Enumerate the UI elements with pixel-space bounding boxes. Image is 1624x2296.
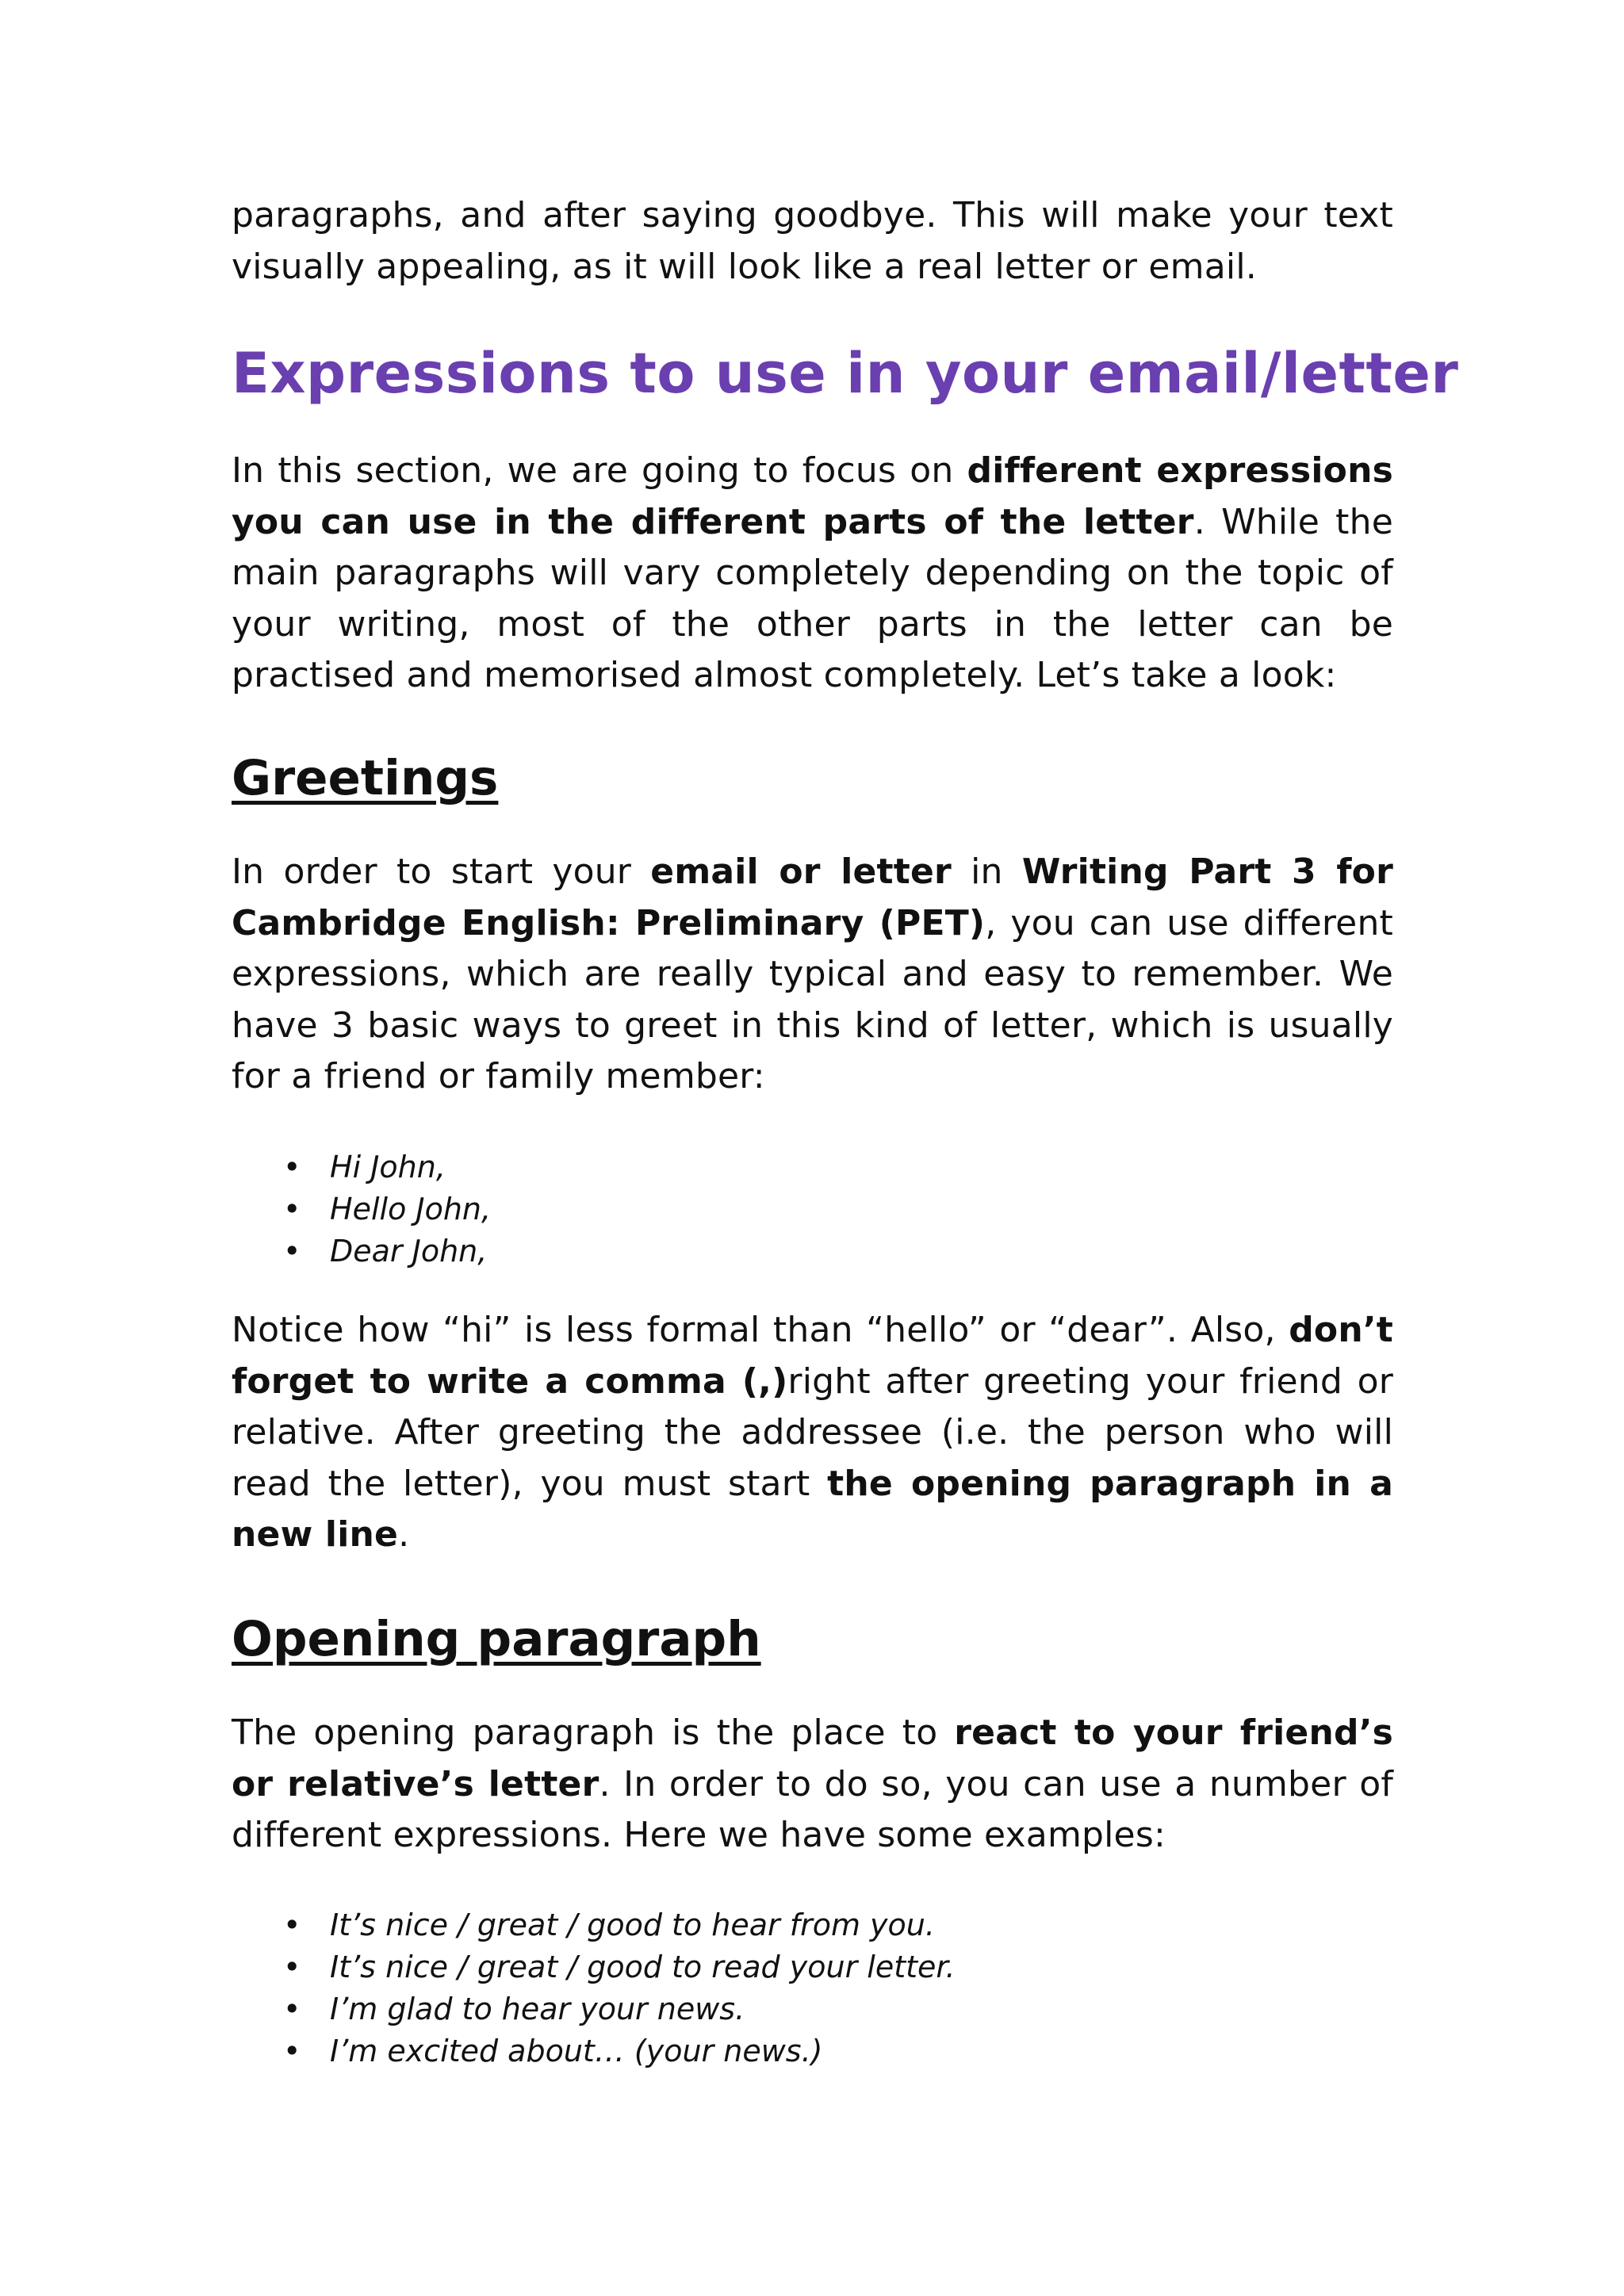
greetings-text-1: In order to start your: [232, 851, 651, 892]
list-item: [232, 1904, 1393, 1946]
section-intro-bold: different expressions you can use in the different parts of the letter: [232, 450, 1393, 542]
greetings-text-3: , you can use different expressions, which are really typical and easy to remember. We have 3 basic ways to greet in this kind of letter, which is usually for a friend or family member:: [232, 902, 1393, 1097]
section-intro-paragraph: [232, 446, 1393, 702]
greetings-bold-1: email or letter: [650, 851, 952, 892]
example-text: Hi John,: [330, 1150, 446, 1184]
list-item: [232, 2030, 1393, 2072]
greetings-examples-list: [232, 1146, 1393, 1272]
opening-paragraph: [232, 1708, 1393, 1862]
greetings-bold-2: Writing Part 3 for Cambridge English: Preliminary (PET): [232, 851, 1394, 943]
example-text: I’m glad to hear your news.: [330, 1992, 745, 2026]
opening-text-2: . In order to do so, you can use a number of different expressions. Here we have some examples:: [232, 1763, 1394, 1856]
example-text: It’s nice / great / good to hear from you.: [330, 1908, 935, 1942]
note-text-1: Notice how “hi” is less formal than “hello” or “dear”. Also,: [232, 1310, 1289, 1350]
greetings-note-paragraph: [232, 1305, 1393, 1561]
example-text: I’m excited about… (your news.): [330, 2034, 823, 2068]
section-intro-text-2: . While the main paragraphs will vary completely depending on the topic of your writing, most of the other parts in the letter can be practised and memorised almost completely. Let’s take a look:: [232, 501, 1393, 696]
main-heading: Expressions to use in your email/letter: [232, 341, 1459, 406]
greetings-heading: Greetings: [232, 750, 499, 806]
bullet-icon: •: [283, 2034, 301, 2068]
list-item: [232, 1230, 1393, 1272]
note-text-3: .: [398, 1514, 410, 1556]
section-intro-text-1: In this section, we are going to focus on: [232, 450, 967, 491]
example-text: Hello John,: [330, 1192, 492, 1226]
opening-bold-1: react to your friend’s or relative’s letter: [232, 1712, 1393, 1804]
greetings-paragraph: [232, 847, 1393, 1103]
bullet-icon: •: [283, 1950, 301, 1984]
opening-heading: Opening paragraph: [232, 1611, 761, 1667]
greetings-text-2: in: [951, 851, 1022, 892]
bullet-icon: •: [283, 1992, 301, 2026]
bullet-icon: •: [283, 1192, 301, 1226]
example-text: Dear John,: [330, 1234, 488, 1269]
note-bold-2: the opening paragraph in a new line: [232, 1463, 1393, 1556]
note-text-2: right after greeting your friend or relative. After greeting the addressee (i.e. the person who will read the letter), you must start: [232, 1360, 1394, 1504]
intro-paragraph: paragraphs, and after saying goodbye. This will make your text visually appealing, as it will look like a real letter or email.: [232, 195, 1393, 287]
list-item: [232, 1146, 1393, 1188]
list-item: [232, 1188, 1393, 1230]
list-item: [232, 1946, 1393, 1988]
bullet-icon: •: [283, 1908, 301, 1942]
example-text: It’s nice / great / good to read your letter.: [330, 1950, 956, 1984]
list-item: [232, 1988, 1393, 2030]
bullet-icon: •: [283, 1150, 301, 1184]
opening-text-1: The opening paragraph is the place to: [232, 1712, 955, 1753]
note-bold-1: don’t forget to write a comma (,): [232, 1310, 1393, 1402]
bullet-icon: •: [283, 1234, 301, 1269]
opening-examples-list: [232, 1904, 1393, 2072]
